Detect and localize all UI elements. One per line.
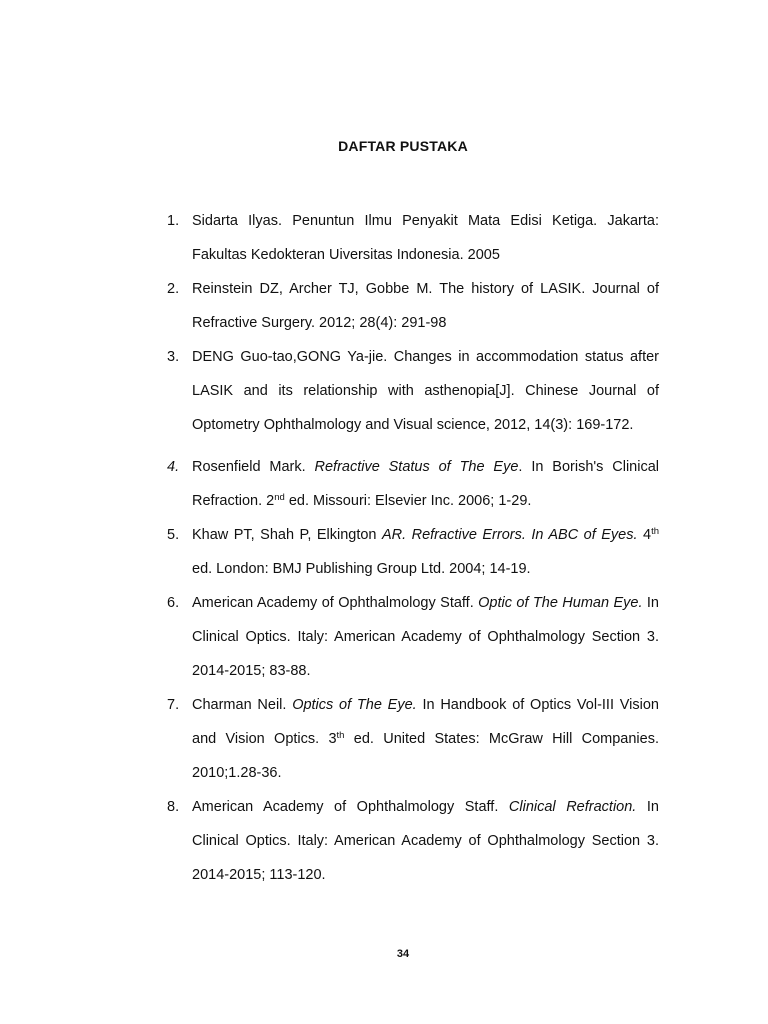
reference-text: In Handbook of Optics Vol-III Vision and Vision Optics. 3 bbox=[192, 697, 659, 747]
reference-text: American Academy of Ophthalmology Staff. bbox=[192, 595, 479, 611]
reference-superscript: nd bbox=[274, 491, 285, 503]
reference-text: 4 bbox=[637, 527, 652, 543]
reference-item bbox=[167, 518, 659, 586]
reference-item bbox=[167, 272, 659, 340]
reference-text: ed. United States: McGraw Hill Companies. 2010;1.28-36. bbox=[192, 731, 659, 781]
page-number: 34 bbox=[396, 948, 410, 960]
reference-number: 2. bbox=[167, 281, 180, 297]
reference-text: Sidarta Ilyas. Penuntun Ilmu Penyakit Mata Edisi Ketiga. Jakarta: Fakultas Kedokteran Uiversitas Indonesia. 2005 bbox=[192, 213, 659, 263]
reference-italic-title: AR. Refractive Errors. In ABC of Eyes. bbox=[381, 527, 638, 543]
reference-number: 5. bbox=[167, 527, 180, 543]
reference-number: 8. bbox=[167, 799, 180, 815]
reference-italic-title: Optic of The Human Eye. bbox=[478, 595, 643, 611]
reference-text: Charman Neil. bbox=[192, 697, 293, 713]
reference-number: 6. bbox=[167, 595, 180, 611]
reference-superscript: th bbox=[651, 525, 659, 537]
reference-text: In Clinical Optics. Italy: American Academy of Ophthalmology Section 3. 2014-2015; 83-88. bbox=[192, 595, 659, 679]
reference-text: ed. Missouri: Elsevier Inc. 2006; 1-29. bbox=[284, 493, 532, 509]
reference-number: 4. bbox=[167, 459, 180, 475]
reference-item bbox=[167, 340, 659, 442]
page-title: DAFTAR PUSTAKA bbox=[338, 138, 468, 154]
reference-number: 3. bbox=[167, 349, 180, 365]
reference-item bbox=[167, 688, 659, 790]
reference-text: Reinstein DZ, Archer TJ, Gobbe M. The history of LASIK. Journal of Refractive Surgery. 2012; 28(4): 291-98 bbox=[192, 281, 659, 331]
reference-item bbox=[167, 204, 659, 272]
reference-list bbox=[167, 204, 659, 892]
reference-italic-title: Refractive Status of The Eye bbox=[314, 459, 519, 475]
reference-item bbox=[167, 450, 659, 518]
reference-text: Rosenfield Mark. bbox=[192, 459, 315, 475]
reference-text: . In Borish's Clinical Refraction. 2 bbox=[192, 459, 659, 509]
reference-text: ed. London: BMJ Publishing Group Ltd. 2004; 14-19. bbox=[192, 561, 531, 577]
reference-italic-title: Optics of The Eye. bbox=[292, 697, 417, 713]
reference-text: In Clinical Optics. Italy: American Academy of Ophthalmology Section 3. 2014-2015; 113-120. bbox=[192, 799, 659, 883]
reference-text: Khaw PT, Shah P, Elkington bbox=[192, 527, 382, 543]
reference-number: 7. bbox=[167, 697, 180, 713]
reference-number: 1. bbox=[167, 213, 180, 229]
reference-text: American Academy of Ophthalmology Staff. bbox=[192, 799, 509, 815]
reference-superscript: th bbox=[336, 729, 345, 741]
reference-text: DENG Guo-tao,GONG Ya-jie. Changes in accommodation status after LASIK and its relationship with asthenopia[J]. Chinese Journal of Optometry Ophthalmology and Visual science, 2012, 14(3): 169-172. bbox=[192, 349, 659, 433]
reference-item bbox=[167, 790, 659, 892]
reference-italic-title: Clinical Refraction. bbox=[508, 799, 637, 815]
reference-item bbox=[167, 586, 659, 688]
